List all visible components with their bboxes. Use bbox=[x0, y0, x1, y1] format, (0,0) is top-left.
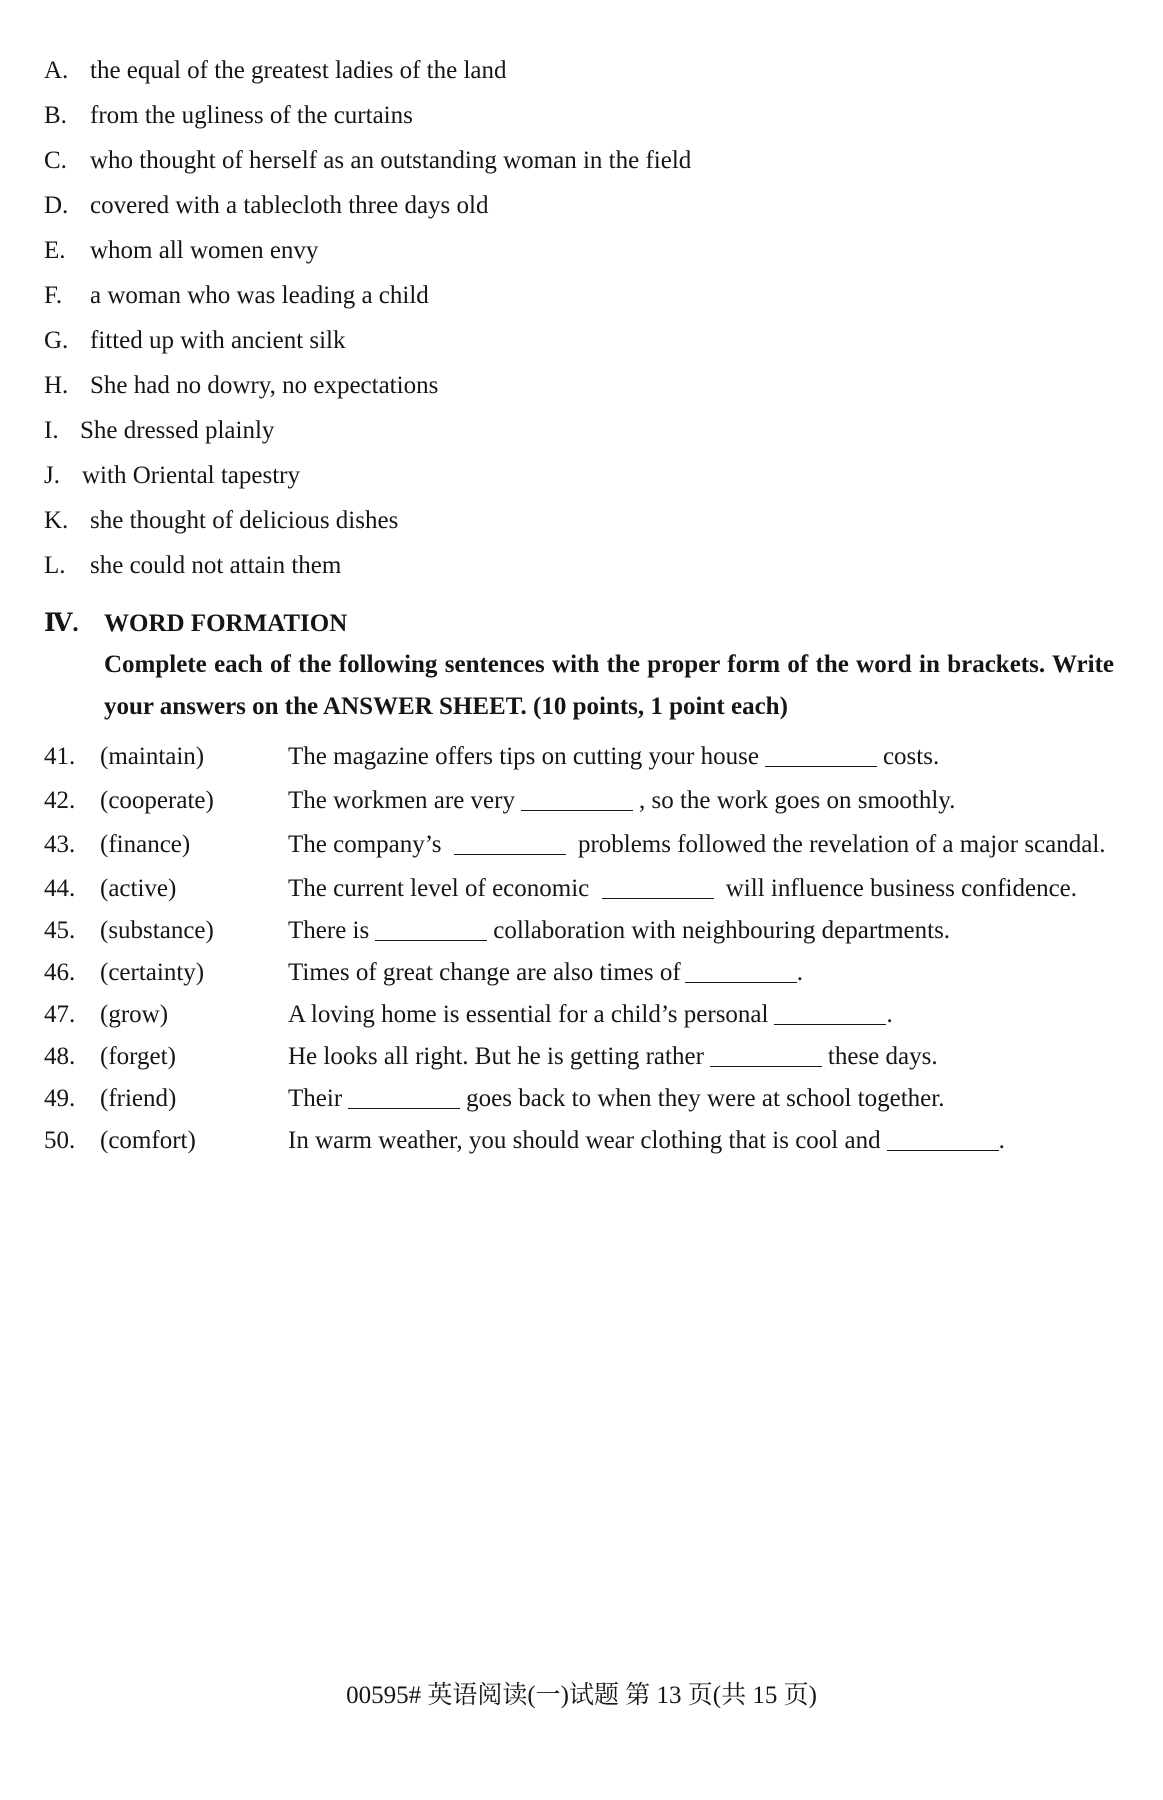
bracket-word: (friend) bbox=[100, 1085, 177, 1112]
option-text: who thought of herself as an outstanding woman in the field bbox=[90, 147, 692, 174]
question-sentence bbox=[288, 777, 1114, 825]
sentence-before: The magazine offers tips on cutting your house bbox=[288, 743, 759, 770]
bracket-word: (finance) bbox=[100, 831, 191, 858]
sentence-before: A loving home is essential for a child’s personal bbox=[288, 1001, 769, 1028]
sentence-after: problems followed the revelation of a major scandal. bbox=[577, 831, 1106, 858]
question-number: 44. bbox=[44, 875, 76, 902]
option-letter: J. bbox=[44, 462, 60, 489]
option-letter: K. bbox=[44, 507, 69, 534]
bracket-word: (maintain) bbox=[100, 743, 205, 770]
sentence-after: , so the work goes on smoothly. bbox=[638, 787, 956, 814]
option-letter: G. bbox=[44, 327, 69, 354]
option-e bbox=[44, 228, 1104, 273]
option-f bbox=[44, 273, 1104, 318]
question-number: 45. bbox=[44, 917, 76, 944]
question-number: 41. bbox=[44, 743, 76, 770]
option-c bbox=[44, 138, 1104, 183]
option-text: fitted up with ancient silk bbox=[90, 327, 346, 354]
sentence-after: . bbox=[886, 1001, 893, 1028]
section-heading bbox=[44, 604, 1114, 644]
answer-options-list bbox=[44, 48, 1104, 588]
option-letter: C. bbox=[44, 147, 67, 174]
question-sentence bbox=[288, 733, 1114, 781]
option-letter: I. bbox=[44, 417, 59, 444]
sentence-after: costs. bbox=[882, 743, 940, 770]
question-sentence bbox=[288, 1075, 1114, 1123]
answer-blank bbox=[521, 809, 633, 811]
sentence-before: He looks all right. But he is getting rather bbox=[288, 1043, 704, 1070]
section-number: Ⅳ. bbox=[44, 610, 79, 637]
question-number: 43. bbox=[44, 831, 76, 858]
option-k bbox=[44, 498, 1104, 543]
sentence-before: There is bbox=[288, 917, 370, 944]
option-h bbox=[44, 363, 1104, 408]
question-sentence bbox=[288, 907, 1114, 955]
option-text: covered with a tablecloth three days old bbox=[90, 192, 489, 219]
sentence-after: will influence business confidence. bbox=[725, 875, 1078, 902]
question-number: 46. bbox=[44, 959, 76, 986]
word-formation-section bbox=[44, 604, 1114, 728]
question-sentence bbox=[288, 865, 1114, 913]
option-b bbox=[44, 93, 1104, 138]
sentence-after: . bbox=[998, 1127, 1005, 1154]
sentence-after: collaboration with neighbouring departments. bbox=[493, 917, 951, 944]
option-letter: E. bbox=[44, 237, 66, 264]
bracket-word: (forget) bbox=[100, 1043, 176, 1070]
question-46 bbox=[44, 949, 1114, 997]
question-sentence bbox=[288, 1117, 1114, 1165]
option-text: with Oriental tapestry bbox=[82, 462, 300, 489]
question-42 bbox=[44, 777, 1114, 825]
option-l bbox=[44, 543, 1104, 588]
answer-blank bbox=[765, 765, 877, 767]
word-formation-items bbox=[44, 733, 1114, 1165]
answer-blank bbox=[685, 981, 797, 983]
question-number: 48. bbox=[44, 1043, 76, 1070]
question-number: 42. bbox=[44, 787, 76, 814]
answer-blank bbox=[774, 1023, 886, 1025]
option-text: She dressed plainly bbox=[80, 417, 275, 444]
option-d bbox=[44, 183, 1104, 228]
page-footer: 00595# 英语阅读(一)试题 第 13 页(共 15 页) bbox=[346, 1682, 817, 1709]
bracket-word: (grow) bbox=[100, 1001, 169, 1028]
sentence-before: In warm weather, you should wear clothing that is cool and bbox=[288, 1127, 881, 1154]
question-41 bbox=[44, 733, 1114, 781]
option-text: She had no dowry, no expectations bbox=[90, 372, 439, 399]
option-letter: L. bbox=[44, 552, 66, 579]
option-text: she thought of delicious dishes bbox=[90, 507, 399, 534]
question-49 bbox=[44, 1075, 1114, 1123]
question-number: 50. bbox=[44, 1127, 76, 1154]
sentence-after: . bbox=[796, 959, 803, 986]
answer-blank bbox=[887, 1149, 999, 1151]
option-j bbox=[44, 453, 1104, 498]
sentence-after: these days. bbox=[827, 1043, 938, 1070]
question-50 bbox=[44, 1117, 1114, 1165]
question-43 bbox=[44, 821, 1114, 869]
option-text: from the ugliness of the curtains bbox=[90, 102, 413, 129]
answer-blank bbox=[375, 939, 487, 941]
section-title: WORD FORMATION bbox=[104, 610, 348, 637]
bracket-word: (certainty) bbox=[100, 959, 205, 986]
option-letter: D. bbox=[44, 192, 69, 219]
option-letter: H. bbox=[44, 372, 69, 399]
question-sentence bbox=[288, 949, 1114, 997]
question-sentence bbox=[288, 991, 1114, 1039]
answer-blank bbox=[348, 1107, 460, 1109]
bracket-word: (substance) bbox=[100, 917, 214, 944]
question-number: 47. bbox=[44, 1001, 76, 1028]
option-letter: B. bbox=[44, 102, 67, 129]
answer-blank bbox=[454, 853, 566, 855]
sentence-before: The current level of economic bbox=[288, 875, 590, 902]
question-47 bbox=[44, 991, 1114, 1039]
question-sentence bbox=[288, 821, 1114, 869]
option-text: the equal of the greatest ladies of the land bbox=[90, 57, 507, 84]
question-number: 49. bbox=[44, 1085, 76, 1112]
bracket-word: (comfort) bbox=[100, 1127, 196, 1154]
sentence-after: goes back to when they were at school together. bbox=[466, 1085, 945, 1112]
question-45 bbox=[44, 907, 1114, 955]
sentence-before: The company’s bbox=[288, 831, 442, 858]
option-text: whom all women envy bbox=[90, 237, 319, 264]
option-a bbox=[44, 48, 1104, 93]
option-letter: F. bbox=[44, 282, 63, 309]
bracket-word: (active) bbox=[100, 875, 177, 902]
sentence-before: Their bbox=[288, 1085, 343, 1112]
answer-blank bbox=[602, 897, 714, 899]
sentence-before: The workmen are very bbox=[288, 787, 515, 814]
option-g bbox=[44, 318, 1104, 363]
bracket-word: (cooperate) bbox=[100, 787, 214, 814]
section-instruction: Complete each of the following sentences with the proper form of the word in brackets. Write your answers on the ANSWER SHEET. (10 points, 1 point each) bbox=[104, 651, 1114, 720]
option-letter: A. bbox=[44, 57, 69, 84]
question-44 bbox=[44, 865, 1114, 913]
question-48 bbox=[44, 1033, 1114, 1081]
question-sentence bbox=[288, 1033, 1114, 1081]
option-text: she could not attain them bbox=[90, 552, 342, 579]
option-i bbox=[44, 408, 1104, 453]
answer-blank bbox=[710, 1065, 822, 1067]
sentence-before: Times of great change are also times of bbox=[288, 959, 681, 986]
option-text: a woman who was leading a child bbox=[90, 282, 429, 309]
